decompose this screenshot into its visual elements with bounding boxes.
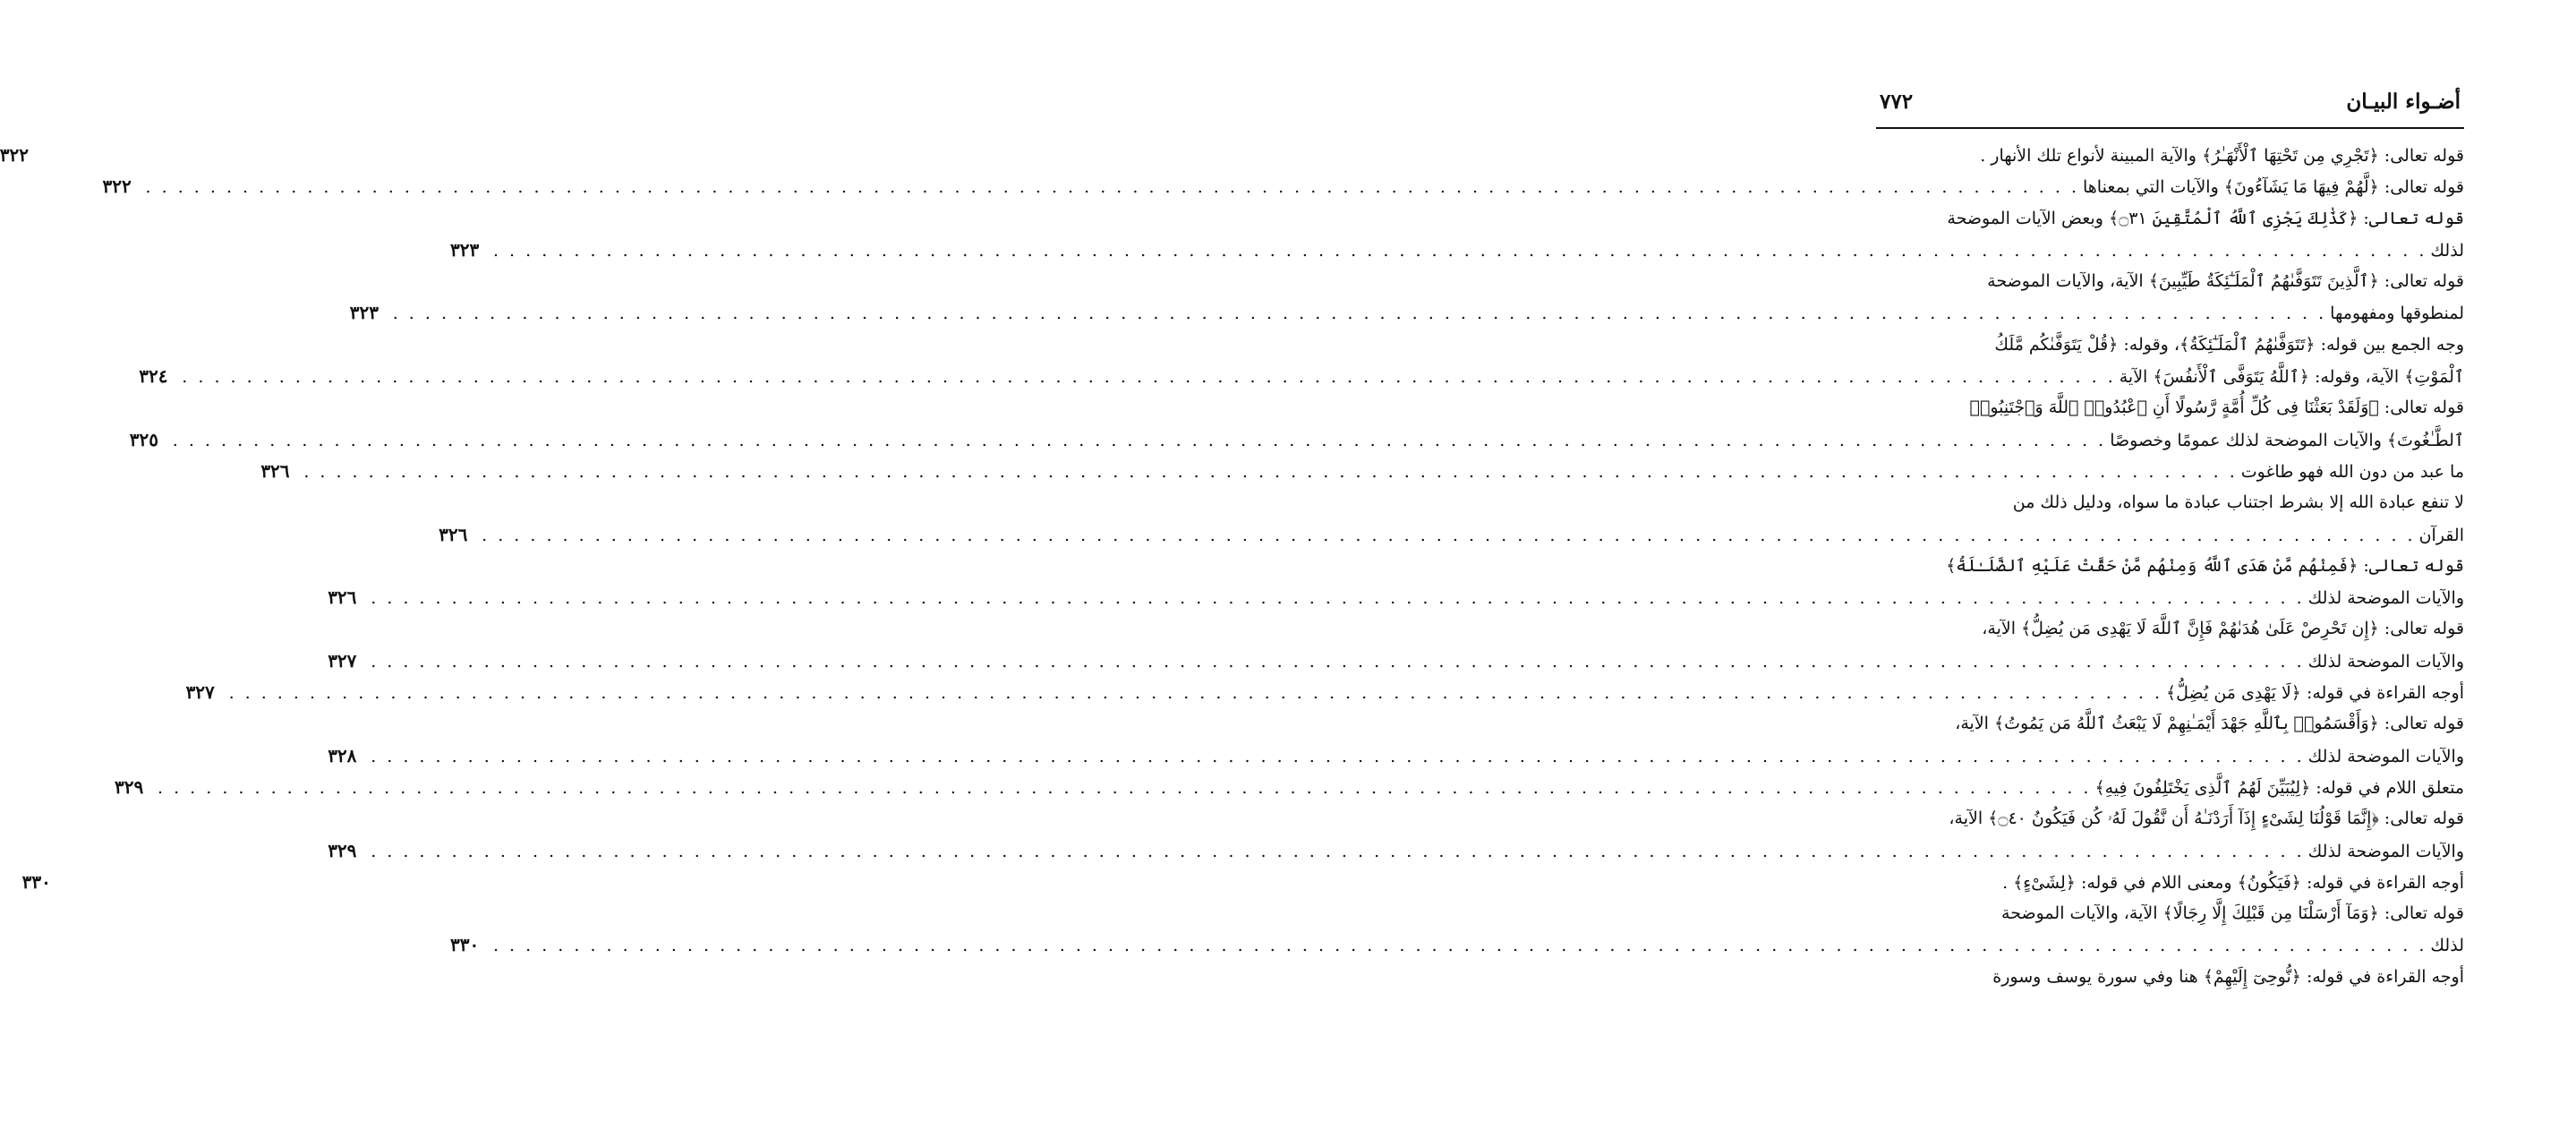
index-page-ref: ٣٢٤ [139,365,168,388]
index-line-text: ما عبد من دون الله فهو طاغوت [2240,461,2464,482]
index-line-text: قوله تعالى: ﴿ٱلَّذِينَ تَتَوَفَّىٰهُمُ ٱلْمَلَـٰٓئِكَةُ طَيِّبِينَ﴾ الآية، والآيات الموضحة [1987,271,2464,292]
index-line [1876,962,2464,993]
index-line [1876,203,2464,235]
index-line-text: قوله تعالى: ﴿إِن تَحْرِصْ عَلَىٰ هُدَىٰهُمْ فَإِنَّ ٱللَّهَ لَا يَهْدِى مَن يُضِلُّ﴾ الآية، [1982,619,2464,639]
index-page-ref: ٣٢٦ [439,523,468,545]
index-line [449,235,2464,266]
index-page-ref: ٣٢٧ [185,681,215,704]
index-line [260,456,2464,487]
index-page-ref: ٣٢٦ [328,586,357,609]
index-line-text: قوله تعالى: ﴿إِنَّمَا قَوْلُنَا لِشَىْءٍ إِذَآ أَرَدْنَـٰهُ أَن نَّقُولَ لَهُۥ كُن فَيَكُونُ ۝٤٠﴾ الآية، [1949,809,2464,829]
index-line-text: لذلك [2430,936,2464,956]
index-page-ref: ٣٣٠ [21,870,51,893]
index-page-ref: ٣٢٨ [328,744,357,766]
index-line-text: قوله تعالى: ﴿كَذَٰلِكَ يَجْزِى ٱللَّهُ ٱلْمُتَّقِينَ ۝٣١﴾ وبعض الآيات الموضحة [1947,208,2464,228]
index-line [129,424,2464,456]
index-line [328,646,2464,677]
index-page [0,90,2464,993]
running-title: أضـواء البيـان [2346,90,2461,114]
index-line [185,677,2464,708]
index-line-text: قوله تعالى: ﴿وَأَقْسَمُوا۟ بِٱللَّهِ جَهْدَ أَيْمَـٰنِهِمْ لَا يَبْعَثُ ٱللَّهُ مَن يَمُوتُ﴾ الآية، [1955,714,2464,734]
index-line-text: قوله تعالى: ﴿تَجْرِي مِن تَحْتِهَا ٱلْأَنْهَـٰرُ﴾ والآية المبينة لأنواع تلك الأنهار . [1980,146,2464,166]
index-line [1876,551,2464,582]
index-line-text: قوله تعالى: ﴿لَّهُمْ فِيهَا مَا يَشَآءُونَ﴾ والآيات التي بمعناها [2083,177,2464,198]
index-line-text: لذلك [2430,240,2464,261]
index-line-text: قوله تعالى: ﴿وَمَآ أَرْسَلْنَا مِن قَبْلِكَ إِلَّا رِجَالًا﴾ الآية، والآيات الموضحة [2001,903,2464,924]
index-line-text: والآيات الموضحة لذلك [2307,746,2464,766]
index-line [1876,613,2464,645]
index-line-text: قوله تعالى: ﴿فَمِنْهُم مَّنْ هَدَى ٱللَّهُ وَمِنْهُم مَّنْ حَقَّتْ عَلَيْهِ ٱلضَّلَـٰلَةُ﴾ [1946,555,2464,576]
dot-leader [142,172,2083,203]
index-line-text: أوجه القراءة في قوله: ﴿لَا يَهْدِى مَن يُضِلُّ﴾ [2166,683,2464,704]
index-page-ref: ٣٢٧ [328,649,357,672]
index-line [1876,329,2464,361]
index-line [1876,803,2464,834]
index-line-text: قوله تعالى: ﴿وَلَقَدْ بَعَثْنَا فِى كُلِّ أُمَّةٍ رَّسُولًا أَنِ ٱعْبُدُوا۟ ٱللَّهَ وَٱجْتَنِبُوا۟ [1969,398,2464,418]
dot-leader [490,930,2430,962]
index-line-text: وجه الجمع بين قوله: ﴿تَتَوَفَّىٰهُمُ ٱلْمَلَـٰٓئِكَةُ﴾، وقوله: ﴿قُلْ يَتَوَفَّىٰكُم مَّلَكُ [1994,334,2464,355]
dot-leader [367,583,2307,614]
index-line-text: متعلق اللام في قوله: ﴿لِيُبَيِّنَ لَهُمُ ٱلَّذِى يَخْتَلِفُونَ فِيهِ﴾ [2094,777,2464,798]
index-page-ref: ٣٢٢ [102,175,132,198]
index-line [1876,266,2464,297]
index-line-text: والآيات الموضحة لذلك [2307,651,2464,672]
index-line [139,361,2464,392]
page-number: ٧٧٢ [1880,90,1914,114]
dot-leader [490,235,2430,267]
index-line-text: ٱلْمَوْتِ﴾ الآية، وقوله: ﴿ٱللَّهُ يَتَوَفَّى ٱلْأَنفُسَ﴾ الآية [2119,367,2464,388]
index-line [349,297,2464,329]
dot-leader [226,678,2166,709]
index-page-ref: ٣٢٩ [328,839,357,861]
index-line [1876,487,2464,518]
index-line [439,519,2464,551]
index-line [21,867,2464,898]
index-line-text: أوجه القراءة في قوله: ﴿نُّوحِىٓ إِلَيْهِمْ﴾ هنا وفي سورة يوسف وسورة [1992,966,2464,987]
index-page-ref: ٣٢٢ [0,144,29,166]
index-line [1876,898,2464,929]
index-page-ref: ٣٣٠ [449,934,480,956]
dot-leader [154,773,2094,804]
index-page-ref: ٣٢٩ [115,775,144,798]
index-line [115,772,2464,803]
index-line-text: القرآن [2418,525,2464,545]
dot-leader [178,362,2119,393]
index-line-text: والآيات الموضحة لذلك [2307,841,2464,861]
index-line-text: أوجه القراءة في قوله: ﴿فَيَكُونُ﴾ ومعنى اللام في قوله: ﴿لِشَىْءٍ﴾ . [2002,872,2464,893]
page-header [1876,90,2464,129]
index-page-ref: ٣٢٣ [449,238,480,261]
index-line [328,835,2464,867]
dot-leader [367,836,2307,868]
dot-leader [367,741,2307,773]
dot-leader [169,425,2110,457]
index-page-ref: ٣٢٦ [260,459,290,482]
index-line [449,929,2464,961]
index-line [328,740,2464,772]
index-line [1876,708,2464,740]
index-line-text: ٱلطَّـٰغُوتَ﴾ والآيات الموضحة لذلك عمومًا وخصوصًا [2110,430,2464,450]
index-line-text: والآيات الموضحة لذلك [2307,588,2464,609]
index-page-ref: ٣٢٥ [129,428,158,450]
index-line [102,171,2464,202]
index-line [328,582,2464,613]
index-entries [0,140,2464,993]
index-line [0,140,2464,171]
index-line-text: لا تنفع عبادة الله إلا بشرط اجتناب عبادة ما سواه، ودليل ذلك من [2012,492,2464,513]
index-line-text: لمنطوقها ومفهومها [2330,304,2464,324]
index-line [1876,392,2464,424]
dot-leader [478,520,2418,552]
dot-leader [300,457,2240,488]
dot-leader [367,646,2307,678]
index-page-ref: ٣٢٣ [349,302,379,324]
dot-leader [389,298,2330,329]
